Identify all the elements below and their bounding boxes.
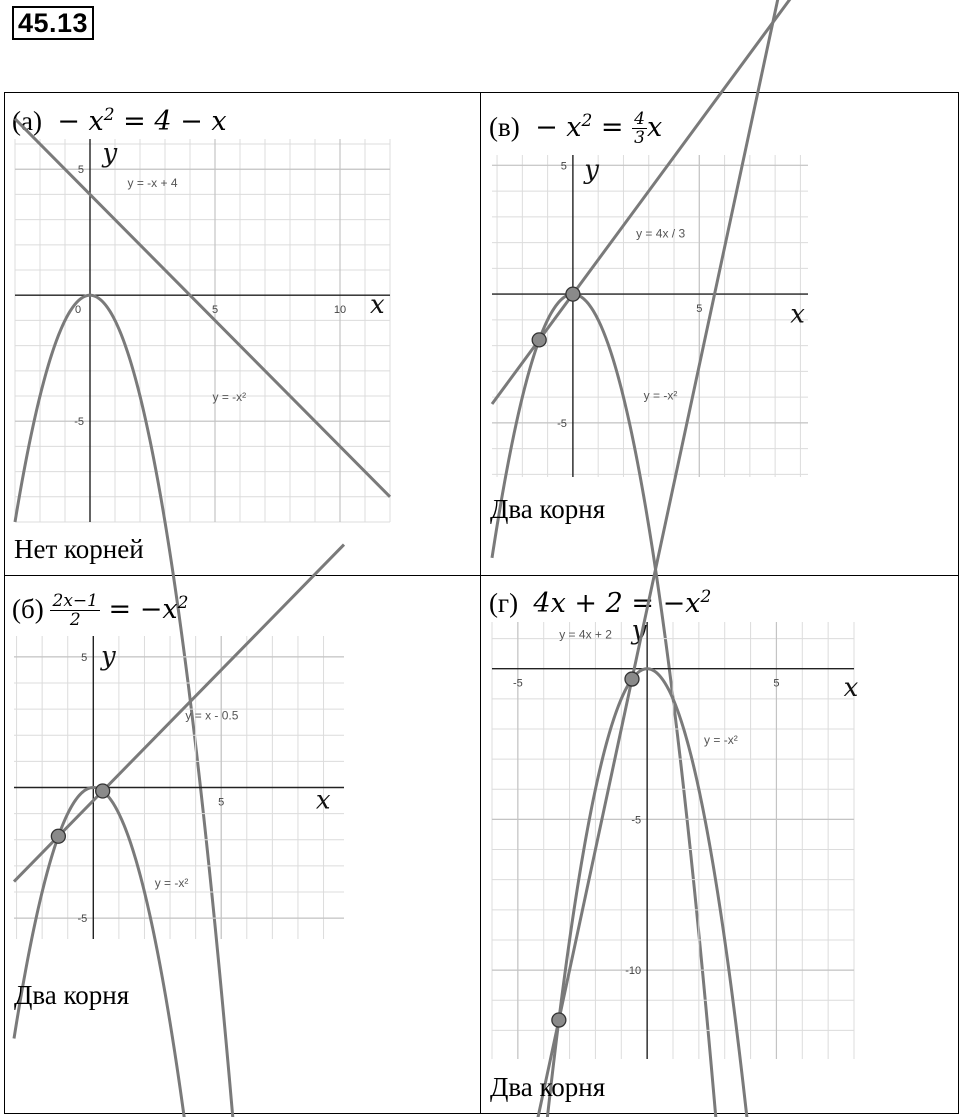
x-axis-name: x	[843, 672, 859, 703]
cell-b-answer: Два корня	[14, 980, 130, 1010]
x-tick-label: 5	[211, 304, 219, 317]
parabola-equation-label: y = -x²	[212, 390, 247, 405]
cell-g-equation	[489, 582, 711, 619]
intersection-point	[566, 287, 580, 301]
cell-v-prefix: (в)	[489, 112, 520, 142]
cell-g-math: $4x + 2 = -x^2$	[524, 587, 712, 619]
x-tick-label: 10	[333, 304, 347, 317]
cell-v-equation	[489, 106, 662, 147]
y-tick-label: -5	[631, 814, 642, 827]
cell-v-graph	[492, 155, 808, 477]
x-tick-label: 5	[696, 303, 703, 316]
cell-g-answer: Два корня	[490, 1072, 606, 1102]
y-tick-label: 5	[81, 651, 88, 664]
parabola-equation-label: y = -x²	[154, 875, 189, 890]
cell-b-equation	[12, 588, 188, 629]
task-number: 45.13	[12, 6, 94, 40]
intersection-point	[51, 829, 65, 843]
x-tick-label: 5	[218, 796, 225, 809]
fraction-2x-1-over-2: $\frac{2x-1}{2}$	[52, 591, 98, 630]
cell-a-answer: Нет корней	[14, 534, 144, 564]
cell-b-graph	[14, 636, 344, 939]
cell-a-equation	[12, 100, 227, 137]
table-divider-vertical	[480, 93, 481, 1113]
cell-v-math: − $x^2$ = $\frac{4}{3}$ x	[526, 109, 663, 148]
x-axis-name: x	[790, 299, 805, 330]
cell-a-prefix: (а)	[12, 106, 42, 136]
y-axis-name: y	[584, 155, 599, 186]
parabola-equation-label: y = -x²	[704, 733, 738, 748]
cell-v-answer: Два корня	[490, 494, 606, 524]
cell-g-prefix: (г)	[489, 588, 519, 618]
cell-b-math: $\frac{2x-1}{2}$ = $-x^2$	[52, 591, 189, 630]
cell-a-math: − $x^2 = 4 - x$	[48, 105, 227, 137]
y-axis-name: y	[631, 615, 647, 646]
cell-b-prefix: (б)	[12, 594, 44, 624]
x-tick-label: 0	[75, 304, 82, 317]
intersection-point	[532, 333, 546, 347]
intersection-point	[552, 1013, 566, 1027]
cell-g-graph	[492, 615, 859, 1059]
y-axis-name: y	[100, 641, 116, 672]
y-axis-name: y	[102, 138, 118, 169]
y-tick-label: -10	[625, 965, 642, 978]
y-tick-label: -5	[77, 913, 88, 926]
x-tick-label: 5	[773, 677, 780, 690]
x-axis-name: x	[370, 289, 385, 320]
line-equation-label: y = 4x / 3	[636, 226, 686, 241]
x-tick-label: -5	[512, 677, 523, 690]
parabola-equation-label: y = -x²	[643, 388, 678, 403]
y-tick-label: -5	[557, 417, 567, 430]
cell-a-graph	[15, 139, 390, 522]
line-equation-label: y = -x + 4	[127, 175, 178, 190]
y-tick-label: 5	[77, 164, 84, 177]
y-tick-label: -5	[74, 416, 84, 429]
x-axis-name: x	[315, 785, 331, 816]
fraction-4-3: $\frac{4}{3}$	[634, 109, 645, 148]
intersection-point	[625, 672, 639, 686]
table-divider-horizontal	[5, 575, 958, 576]
intersection-point	[96, 784, 110, 798]
y-tick-label: 5	[560, 160, 567, 173]
line-equation-label: y = 4x + 2	[559, 627, 612, 642]
line-equation-label: y = x - 0.5	[185, 708, 239, 723]
